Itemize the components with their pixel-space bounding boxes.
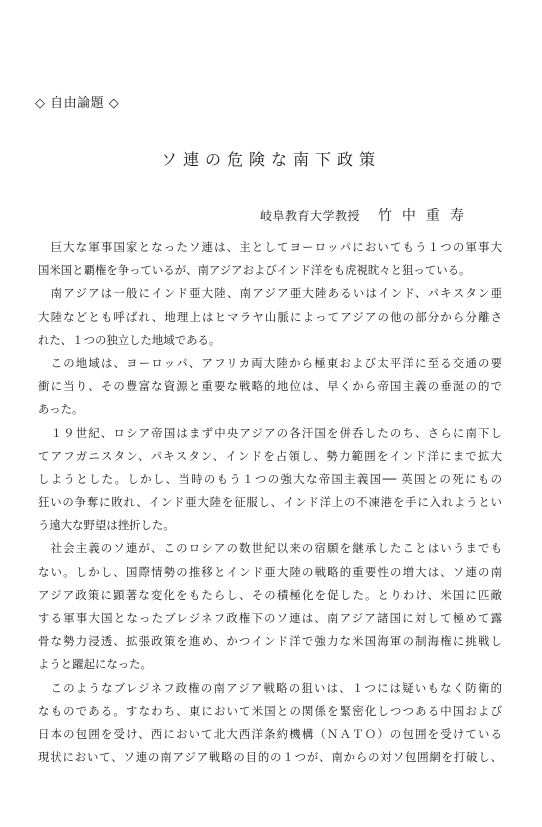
- article-title: ソ連の危険な南下政策: [160, 150, 381, 169]
- body-text: [38, 236, 502, 769]
- body-line: てアフガニスタン、パキスタン、インドを占領し、勢力範囲をインド洋にまで拡大: [38, 448, 502, 463]
- body-line: ようと躍起になった。: [38, 657, 152, 672]
- body-line: 社会主義のソ連が、このロシアの数世紀以来の宿願を継承したことはいうまでも: [38, 541, 502, 556]
- body-line: この地域は、ヨーロッパ、アフリカ両大陸から極東および太平洋に至る交通の要: [38, 355, 502, 370]
- body-line: 南アジアは一般にインド亜大陸、南アジア亜大陸あるいはインド、パキスタン亜: [38, 286, 502, 301]
- body-line: する軍事大国となったブレジネフ政権下のソ連は、南アジア諸国に対して極めて露: [38, 611, 502, 625]
- author-affiliation: 岐阜教育大学教授: [260, 209, 361, 223]
- body-line: 狂いの争奪に敗れ、インド亜大陸を征服し、インド洋上の不凍港を手に入れようとい: [38, 495, 502, 510]
- body-line: このようなブレジネフ政権の南アジア戦略の狙いは、１つには疑いもなく防衛的: [38, 680, 502, 695]
- body-line: アジア政策に顕著な変化をもたらし、その積極化を促した。とりわけ、米国に匹敵: [38, 587, 502, 602]
- body-line: １９世紀、ロシア帝国はまず中央アジアの各汗国を併呑したのち、さらに南下し: [38, 425, 502, 440]
- body-line: 現状において、ソ連の南アジア戦略の目的の１つが、南からの対ソ包囲網を打破し、: [38, 750, 502, 765]
- body-line: ない。しかし、国際情勢の推移とインド亜大陸の戦略的重要性の増大は、ソ連の南: [38, 564, 502, 579]
- body-line: 骨な勢力浸透、拡張政策を進め、かつインド洋で強力な米国海軍の制海権に挑戦し: [38, 634, 502, 649]
- author-name: 竹中重寿: [377, 208, 474, 224]
- byline: [260, 205, 474, 225]
- body-line: しようとした。しかし、当時のもう１つの強大な帝国主義国── 英国との死にもの: [38, 471, 502, 486]
- body-line: 衝に当り、その豊富な資源と重要な戦略的地位は、早くから帝国主義の垂涎の的で: [38, 379, 502, 394]
- body-line: れた、１つの独立した地域である。: [38, 332, 221, 347]
- body-line: 巨大な軍事国家となったソ連は、主としてヨーロッパにおいてもう１つの軍事大: [38, 240, 502, 254]
- body-line: あった。: [38, 402, 84, 417]
- body-line: 大陸などとも呼ばれ、地理上はヒマラヤ山脈によってアジアの他の部分から分離さ: [38, 309, 502, 324]
- body-line: 日本の包囲を受け、西において北大西洋条約機構（ＮＡＴＯ）の包囲を受けている: [38, 726, 502, 741]
- body-line: う遠大な野望は挫折した。: [38, 518, 175, 533]
- body-line: 国米国と覇権を争っているが、南アジアおよびインド洋をも虎視眈々と狙っている。: [38, 263, 471, 278]
- body-line: なものである。すなわち、東において米国との関係を緊密化しつつある中国および: [38, 703, 502, 718]
- section-label: ◇ 自由論題 ◇: [35, 96, 120, 111]
